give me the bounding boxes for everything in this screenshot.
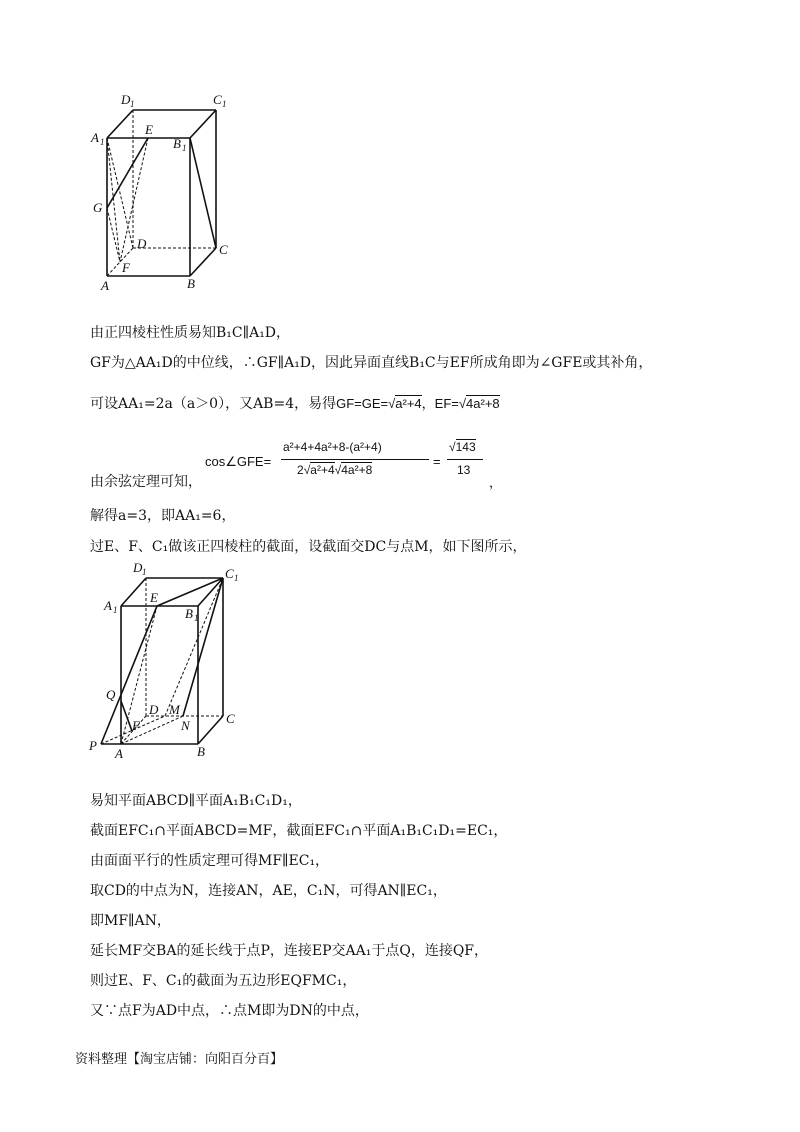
svg-text:1: 1 (222, 99, 227, 109)
label-a: A (101, 278, 109, 293)
text-line-10: 取CD的中点为N，连接AN，AE，C₁N，可得AN∥EC₁， (90, 883, 447, 899)
cosine-formula (205, 440, 505, 490)
label-b: B (187, 276, 195, 291)
cos-result-num: √143 (449, 440, 476, 454)
text-line-12: 延长MF交BA的延长线于点P，连接EP交AA₁于点Q，连接QF， (90, 943, 489, 959)
cos-tail: ， (489, 475, 503, 490)
svg-text:1: 1 (100, 137, 105, 147)
label2-q: Q (106, 687, 116, 702)
text-line-4: 由余弦定理可知， (90, 474, 202, 490)
text-line-14: 又∵点F为AD中点，∴点M即为DN的中点， (90, 1003, 369, 1019)
gf-radicand: a²+4 (395, 396, 422, 411)
ef-label: ，EF= (421, 396, 459, 411)
text-line-3 (90, 395, 500, 413)
text-line-6: 过E、F、C₁做该正四棱柱的截面，设截面交DC与点M，如下图所示， (90, 539, 527, 555)
label2-m: M (169, 702, 180, 717)
svg-text:1: 1 (182, 143, 187, 153)
label2-a: A (115, 746, 123, 761)
label-e: E (145, 122, 153, 137)
line3-prefix: 可设AA₁=2a（a＞0），又AB=4，易得 (90, 396, 337, 412)
figure-prism-2 (85, 556, 255, 766)
gf-formula: GF=GE=√a²+4，EF=√4a²+8 (336, 396, 500, 411)
text-line-1: 由正四棱柱性质易知B₁C∥A₁D， (90, 325, 291, 341)
label2-d1: D (133, 560, 143, 575)
label2-f: F (132, 718, 140, 733)
svg-text:1: 1 (113, 605, 118, 615)
cos-fraction-bar (281, 459, 429, 460)
text-line-11: 即MF∥AN， (90, 913, 171, 929)
label2-c: C (226, 711, 235, 726)
cos-den-rad1: a²+4 (310, 463, 335, 477)
text-line-9: 由面面平行的性质定理可得MF∥EC₁， (90, 853, 330, 869)
cos-result-bar (447, 459, 483, 460)
cos-result-radicand: 143 (455, 440, 476, 454)
cos-denominator: 2√a²+4√4a²+8 (297, 463, 373, 477)
svg-text:1: 1 (142, 567, 147, 577)
svg-text:1: 1 (234, 573, 239, 583)
label-d: D (137, 236, 147, 251)
label-f: F (122, 260, 130, 275)
prism-1-svg (85, 90, 245, 300)
text-line-8: 截面EFC₁∩平面ABCD=MF，截面EFC₁∩平面A₁B₁C₁D₁=EC₁， (90, 823, 508, 839)
label2-a1: A (104, 598, 112, 613)
label2-p: P (89, 738, 97, 753)
figure-prism-1 (85, 90, 245, 300)
text-line-2: GF为△AA₁D的中位线，∴GF∥A₁D，因此异面直线B₁C与EF所成角即为∠GFE或其补角， (90, 355, 653, 371)
cos-lhs: cos∠GFE= (205, 454, 272, 469)
footer-source: 资料整理【淘宝店铺：向阳百分百】 (75, 1052, 284, 1067)
label2-n: N (181, 718, 190, 733)
svg-text:1: 1 (130, 99, 135, 109)
label2-d: D (149, 702, 159, 717)
label-g: G (93, 200, 103, 215)
cos-result-den: 13 (457, 463, 471, 477)
label2-b1: B (185, 606, 193, 621)
label2-b: B (197, 744, 205, 759)
prism-2-svg (85, 556, 255, 766)
label2-c1: C (225, 566, 234, 581)
label-a1: A (91, 130, 99, 145)
label-c1: C (213, 92, 222, 107)
label-c: C (219, 242, 228, 257)
text-line-13: 则过E、F、C₁的截面为五边形EQFMC₁， (90, 973, 357, 989)
cos-numerator: a²+4+4a²+8-(a²+4) (283, 440, 382, 454)
label-d1: D (121, 92, 131, 107)
text-line-5: 解得a=3，即AA₁=6， (90, 508, 236, 524)
text-line-7: 易知平面ABCD∥平面A₁B₁C₁D₁， (90, 793, 302, 809)
cos-den-rad2: 4a²+8 (341, 463, 373, 477)
ef-radicand: 4a²+8 (466, 396, 500, 411)
gf-label: GF=GE= (336, 396, 389, 411)
cos-eq: = (433, 454, 441, 469)
label2-e: E (150, 590, 158, 605)
svg-text:1: 1 (194, 613, 199, 623)
label-b1: B (173, 136, 181, 151)
cos-den-coef: 2 (297, 463, 304, 477)
